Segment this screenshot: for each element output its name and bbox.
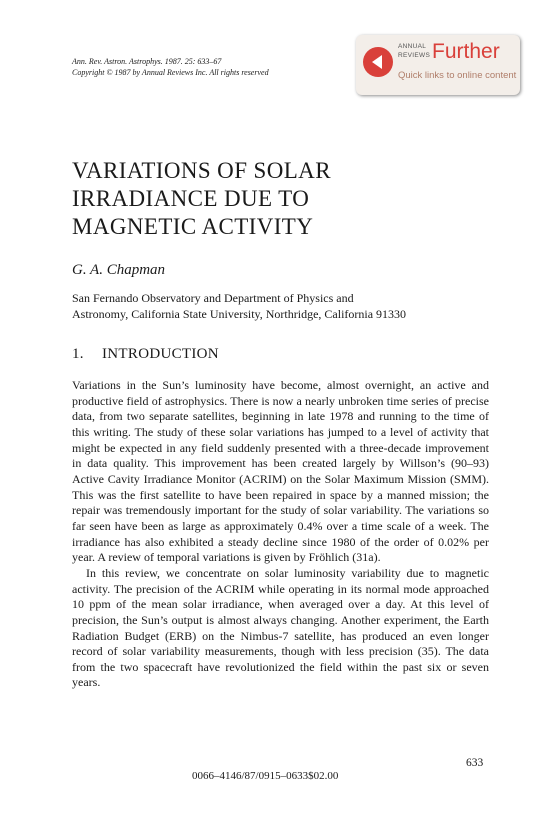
- section-title: INTRODUCTION: [102, 346, 219, 362]
- section-heading: [72, 346, 219, 363]
- section-number: 1.: [72, 346, 84, 362]
- affiliation-line: Astronomy, California State University, Northridge, California 91330: [72, 307, 407, 321]
- page-number: 633: [466, 757, 484, 769]
- affiliation-line: San Fernando Observatory and Department of Physics and: [72, 291, 354, 305]
- badge-annual: ANNUAL: [398, 43, 427, 50]
- badge-further: Further: [432, 40, 500, 63]
- footer-code: 0066–4146/87/0915–0633$02.00: [192, 770, 339, 782]
- body-text: [72, 378, 489, 691]
- title-line: IRRADIANCE DUE TO: [72, 186, 310, 211]
- author-affiliation: [72, 290, 492, 322]
- journal-citation: [72, 56, 269, 78]
- badge-quick-links[interactable]: Quick links to online content: [398, 70, 517, 81]
- paragraph: Variations in the Sun’s luminosity have become, almost overnight, an active and productive field of astrophysics. There is now a nearly unbroken time series of precise data, from two separate satellites, beginning in late 1978 and running to the time of this writing. The study of these solar variations has jumped to a level of activity that might be expected in any field suddenly presented with a three-decade improvement in data quality. This improvement has been created largely by Willson’s (90–93) Active Cavity Irradiance Monitor (ACRIM) on the Solar Maximum Mission (SMM). This was the first satellite to have been repaired in space by a manned mission; the repair was tremendously important for the study of solar variability. The variations so far seen have been as large as approximately 0.4% over a time scale of a week. The irradiance has also exhibited a steady decline since 1980 of the order of 0.02% per year. A review of temporal variations is given by Fröhlich (31a).: [72, 378, 489, 565]
- title-line: MAGNETIC ACTIVITY: [72, 214, 314, 239]
- arrow-left-circle-icon: [363, 47, 393, 77]
- badge-reviews: REVIEWS: [398, 52, 431, 59]
- author-name: G. A. Chapman: [72, 262, 166, 278]
- citation-line-2: Copyright © 1987 by Annual Reviews Inc. All rights reserved: [72, 68, 269, 77]
- paragraph: In this review, we concentrate on solar luminosity variability due to magnetic activity. The precision of the ACRIM while operating in its normal mode approached 10 ppm of the mean solar irradiance, when averaged over a day. At this level of precision, the Sun’s output is almost always changing. Another experiment, the Earth Radiation Budget (ERB) on the Nimbus-7 satellite, has produced an even longer record of solar variability measurements, though with less precision (35). The data from the two spacecraft have revolutionized the field within the past six or seven years.: [72, 565, 489, 690]
- further-badge[interactable]: [356, 35, 520, 95]
- arrow-left-icon: [372, 55, 382, 69]
- title-line: VARIATIONS OF SOLAR: [72, 158, 331, 183]
- article-title: [72, 157, 331, 241]
- citation-line-1: Ann. Rev. Astron. Astrophys. 1987. 25: 633–67: [72, 57, 222, 66]
